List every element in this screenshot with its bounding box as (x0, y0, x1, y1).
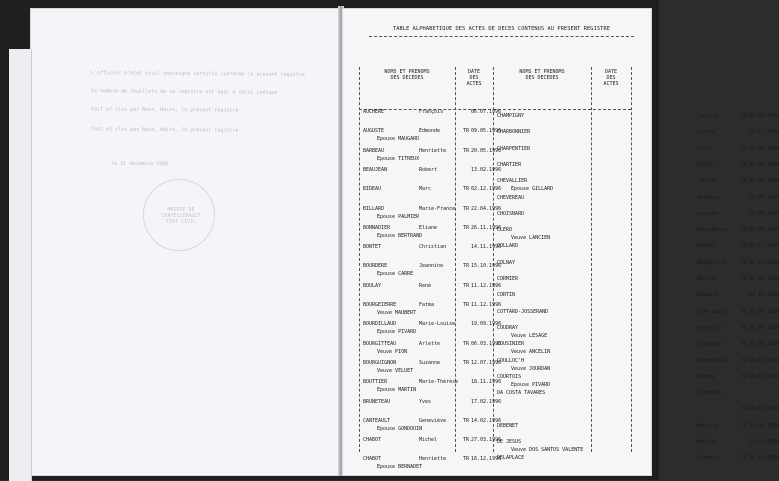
entry-first-name: Edmonde (419, 128, 441, 135)
entry-first-name: Camille (697, 113, 719, 119)
entry-date: 13.07.1996 (749, 194, 779, 201)
entry-spouse: Epouse PIVARD (377, 329, 417, 336)
header-names-left: NOMS ET PRENOMS DES DECEDES (384, 69, 430, 81)
entry-spouse: Epouse TITREUX (377, 155, 420, 162)
entry-first-name: Janine (697, 178, 716, 185)
entry-date: 14.11.1996 (471, 244, 502, 251)
entry-surname: CHEVALLIER (497, 178, 528, 185)
entry-first-name: Marguerite (697, 357, 728, 364)
entry-transcription-mark: TR (741, 161, 748, 168)
entry-spouse: Veuve JOURDAN (511, 365, 551, 372)
entry-surname: BONTET (363, 244, 382, 251)
faint-text-line: Fait et clos par Nous, Maire, le present registre (90, 126, 239, 134)
entry-surname: CHARBONNIER (497, 129, 531, 136)
entry-surname: COURTOIS (497, 373, 522, 380)
entry-first-name: Christian (419, 244, 447, 251)
entry-transcription-mark: TR (741, 324, 748, 331)
faint-text-line: le nombre de feuillets de ce registre est egal a celui indique (90, 88, 278, 96)
entry-spouse: Veuve LANCIEN (511, 235, 551, 242)
entry-transcription-mark: TR (463, 437, 470, 444)
entry-date: 06.03.1996 (471, 340, 502, 347)
entry-spouse: Epouse PIVARD (511, 381, 551, 388)
entry-first-name: Henriette (419, 147, 447, 154)
entry-surname: DEBENET (497, 422, 519, 429)
entry-date: 11.04.1996 (749, 308, 779, 315)
entry-transcription-mark: TR (741, 357, 748, 364)
entry-transcription-mark: TR (463, 205, 470, 212)
entry-first-name: Didier (697, 161, 716, 168)
entry-date: 19.01.1996 (749, 373, 779, 380)
entry-spouse: Epouse MARTIN (377, 387, 417, 394)
entry-date: 13.02.1996 (471, 166, 502, 173)
left-page (30, 8, 342, 476)
entry-surname: BOURGEIERRE (363, 302, 397, 308)
entry-date: 26.11.1996 (471, 224, 502, 231)
entry-surname: CHOISNARD (497, 210, 525, 217)
entry-first-name: Marie-France (419, 205, 456, 212)
entry-spouse: Epouse MAUGARD (377, 136, 420, 143)
faint-text-line: L'officier d'etat civil soussigne certifie conforme le present registre (90, 70, 305, 78)
entry-date: 10.12.1996 (749, 129, 779, 136)
entry-transcription-mark: TR (741, 243, 748, 250)
entry-transcription-mark: TR (463, 282, 470, 289)
entry-transcription-mark: TR (463, 186, 470, 193)
entry-surname: AUGUSTE (363, 128, 385, 135)
entry-transcription-mark: TR (463, 128, 470, 135)
entry-first-name: Fatma (419, 302, 435, 308)
entry-surname: BIDEAU (363, 186, 382, 193)
entry-date: 20.06.1996 (749, 210, 779, 217)
entry-first-name: Jean Emile (697, 308, 728, 315)
entry-date: 17.02.1996 (471, 398, 502, 405)
right-page (342, 8, 779, 476)
entry-date: 12.07.1996 (749, 145, 779, 152)
entry-transcription-mark: TR (741, 406, 748, 413)
entry-first-name: Vitorino (697, 390, 722, 397)
entry-surname: CHARPENTIER (497, 145, 531, 152)
entry-first-name: Robert (419, 166, 438, 173)
entry-transcription-mark: TR (463, 224, 470, 231)
entry-date: 28.11.1996 (749, 243, 779, 250)
entry-surname: CORMIER (497, 276, 519, 282)
entry-transcription-mark: TR (741, 373, 748, 380)
entry-first-name: Eliane (419, 224, 438, 231)
entry-surname: COUSINIER (497, 341, 525, 348)
entry-surname: CHABOT (363, 437, 382, 444)
entry-surname: BARBEAU (363, 147, 385, 154)
entry-transcription-mark: TR (741, 259, 748, 266)
entry-date: 16.12.1996 (471, 456, 502, 463)
entry-transcription-mark: TR (741, 276, 748, 282)
entry-surname: CANTEAULT (363, 417, 391, 424)
entry-first-name: Alain (697, 145, 713, 152)
column-rule (631, 67, 632, 452)
entry-first-name: René (419, 282, 432, 289)
entry-transcription-mark: TR (463, 417, 470, 424)
entry-first-name: Marie-Louise (419, 321, 456, 328)
page-edge (9, 49, 32, 481)
entry-date: 20.09.1996 (749, 113, 779, 119)
entry-first-name: Régine (697, 373, 716, 380)
entry-surname: BOULAY (363, 282, 382, 289)
column-rule (359, 67, 360, 452)
entry-surname: CHEVEREAU (497, 194, 525, 201)
entry-first-name: Anne-Marie (697, 227, 728, 234)
entry-transcription-mark: TR (741, 113, 748, 119)
entry-first-name: François (419, 109, 444, 115)
entry-surname: BOURGITTEAU (363, 340, 397, 347)
header-rule (493, 109, 631, 110)
entry-first-name: Germain (697, 194, 719, 201)
entry-transcription-mark: TR (463, 340, 470, 347)
header-names-right: NOMS ET PRENOMS DES DECEDES (519, 69, 565, 81)
entry-spouse: Epouse GONDOUIN (377, 425, 423, 432)
entry-surname: BOUTTIER (363, 379, 388, 386)
entry-date: 06.07.1996 (471, 109, 502, 115)
entry-surname: DELAPLACE (497, 455, 525, 462)
entry-date: 22.04.1996 (471, 205, 502, 212)
entry-first-name: Jeannine (419, 263, 444, 270)
entry-first-name: Henriette (419, 456, 447, 463)
entry-surname: BOURDERE (363, 263, 388, 270)
entry-surname: CHARTIER (497, 161, 522, 168)
entry-first-name: Laurent (697, 210, 719, 217)
entry-first-name: Maurice (697, 422, 719, 429)
entry-date: 19.09.1996 (749, 422, 779, 429)
entry-surname: COULLOC'H (497, 357, 525, 364)
entry-transcription-mark: TR (741, 422, 748, 429)
entry-transcription-mark: TR (741, 145, 748, 152)
faint-text-line: le 31 decembre 1996 (110, 160, 169, 168)
entry-spouse: Veuve LESAGE (511, 332, 548, 339)
header-date-left: DATE DES ACTES (466, 69, 482, 87)
entry-date: 18.11.1996 (471, 379, 502, 386)
entry-date: 14.02.1996 (471, 417, 502, 424)
entry-transcription-mark: TR (741, 308, 748, 315)
entry-date: 14.10.1996 (749, 292, 779, 299)
entry-date: 22.07.1996 (749, 439, 779, 445)
entry-surname: BOURDILLAUD (363, 321, 397, 328)
entry-transcription-mark: TR (463, 302, 470, 308)
entry-first-name: Marie-Thérèse (419, 379, 459, 386)
entry-transcription-mark: TR (463, 456, 470, 463)
faint-text-line: Fait et clos par Nous, Maire, le present registre (90, 106, 239, 114)
stamp-text: MAIRIE DE CHATELLERAULT ETAT CIVIL (161, 207, 201, 225)
entry-first-name: Marcelle (697, 324, 722, 331)
entry-date: 19.09.1996 (471, 321, 502, 328)
entry-spouse: Veuve DOS SANTOS VALENTE (511, 447, 584, 453)
entry-spouse: Veuve VELUET (377, 367, 414, 374)
entry-surname: CORTIN (497, 292, 516, 299)
entry-surname: AUCHERE (363, 109, 385, 115)
entry-surname: BILLARD (363, 205, 385, 212)
entry-date: 20.05.1996 (471, 147, 502, 154)
entry-date: 20.05.1996 (749, 227, 779, 234)
column-rule (455, 67, 456, 452)
register-title: TABLE ALPHABETIQUE DES ACTES DE DECES CONTENUS AU PRESENT REGISTRE (392, 26, 611, 32)
entry-surname: DE JESUS (497, 439, 522, 445)
entry-first-name: Geneviève (419, 417, 447, 424)
entry-transcription-mark: TR (463, 147, 470, 154)
entry-date: 06.09.1996 (749, 276, 779, 282)
header-date-right: DATE DES ACTES (603, 69, 619, 87)
entry-surname: DA COSTA TAVARES (497, 390, 546, 397)
entry-date: 29.02.1996 (749, 178, 779, 185)
entry-date: 19.01.1996 (749, 357, 779, 364)
column-rule (493, 67, 494, 452)
entry-transcription-mark: TR (741, 341, 748, 348)
entry-date: 18.11.1996 (749, 455, 779, 462)
entry-spouse: Epouse BERNADET (377, 464, 423, 471)
entry-transcription-mark: TR (741, 227, 748, 234)
title-underline (369, 36, 634, 37)
entry-first-name: Marc (419, 186, 432, 193)
entry-surname: CHAMPIGNY (497, 113, 525, 119)
entry-first-name: Eugène (697, 243, 716, 250)
entry-surname: BONNADIER (363, 224, 391, 231)
entry-date: 01.05.1996 (749, 161, 779, 168)
entry-first-name: Martial (697, 276, 719, 282)
entry-surname: COLNAY (497, 259, 516, 266)
entry-date: 27.03.1996 (471, 437, 502, 444)
entry-first-name: Amélia (697, 439, 716, 445)
entry-surname: BOURGUIGNON (363, 359, 397, 366)
entry-first-name: Raymond (697, 455, 719, 462)
entry-date: 15.10.1996 (471, 263, 502, 270)
entry-first-name: Yves (419, 398, 432, 405)
entry-first-name: Suzanne (419, 359, 441, 366)
entry-date: 02.12.1996 (471, 186, 502, 193)
entry-date: 11.12.1996 (471, 282, 502, 289)
entry-spouse: Epouse GILLARD (511, 186, 554, 193)
entry-surname: COTTARD-JOSSERAND (497, 308, 549, 315)
entry-spouse: Veuve MAUBERT (377, 310, 417, 316)
entry-surname: BRUNETEAU (363, 398, 391, 405)
entry-date: 09.05.1996 (471, 128, 502, 135)
entry-first-name: Marguerite (697, 259, 728, 266)
entry-first-name: Jeannine (697, 341, 722, 348)
entry-spouse: Epouse PALMIER (377, 213, 420, 220)
entry-surname: BEAUJEAN (363, 166, 388, 173)
entry-spouse: Epouse BERTRAND (377, 232, 423, 239)
entry-date: 20.03.1996 (749, 406, 779, 413)
entry-surname: COLLARD (497, 243, 519, 250)
entry-first-name: Arlette (419, 340, 441, 347)
entry-transcription-mark: TR (741, 455, 748, 462)
entry-date: 30.07.1996 (749, 324, 779, 331)
entry-spouse: Veuve ANCELIN (511, 349, 551, 356)
entry-transcription-mark: TR (741, 178, 748, 185)
entry-spouse: Epouse CARRE (377, 271, 414, 278)
entry-date: 12.07.1996 (471, 359, 502, 366)
entry-spouse: Veuve PION (377, 348, 408, 355)
entry-surname: COUDRAY (497, 324, 519, 331)
entry-first-name: Michel (419, 437, 438, 444)
entry-first-name: Gaston (697, 129, 716, 136)
entry-surname: CHABOT (363, 456, 382, 463)
entry-transcription-mark: TR (463, 359, 470, 366)
column-rule (591, 67, 592, 452)
entry-date: 11.12.1996 (471, 302, 502, 308)
entry-date: 05.02.1996 (749, 341, 779, 348)
entry-date: 28.11.1996 (749, 259, 779, 266)
entry-transcription-mark: TR (463, 263, 470, 270)
entry-surname: CLERO (497, 227, 513, 234)
entry-first-name: Raymond (697, 292, 719, 299)
